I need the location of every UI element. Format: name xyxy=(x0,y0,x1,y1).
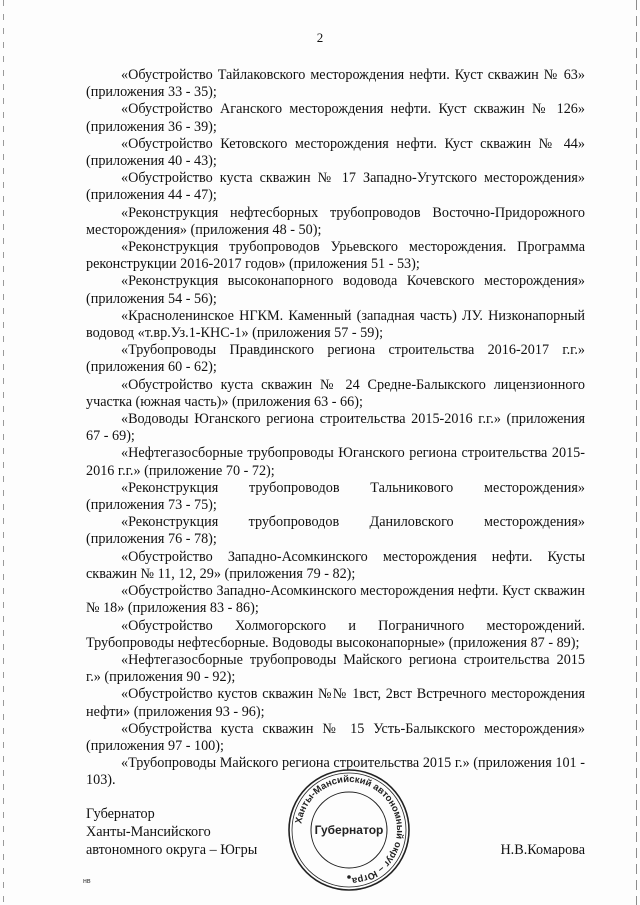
body-paragraph: «Обустройство Кетовского месторождения нефти. Куст скважин № 44» (приложения 40 - 43); xyxy=(86,135,585,170)
body-paragraph: «Реконструкция трубопроводов Даниловского месторождения» (приложения 76 - 78); xyxy=(86,514,585,548)
body-paragraph: «Обустройство Холмогорского и Пограничного месторождений. Трубопроводы нефтесборные. Водоводы высоконапорные» (приложения 87 - 89); xyxy=(86,617,585,651)
signatory-name: Н.В.Комарова xyxy=(500,842,585,858)
stamp-dot-icon xyxy=(347,875,351,879)
body-paragraph: «Трубопроводы Майского региона строительства 2015 г.» (приложения 101 - 103). xyxy=(86,755,585,789)
body-paragraph: «Нефтегазосборные трубопроводы Юганского региона строительства 2015-2016 г.г.» (приложение 70 - 72); xyxy=(86,445,585,479)
document-body xyxy=(86,67,585,790)
body-paragraph: «Реконструкция трубопроводов Урьевского месторождения. Программа реконструкции 2016-2017 годов» (приложения 51 - 53); xyxy=(86,239,585,273)
body-paragraph: «Обустройство кустов скважин №№ 1вст, 2вст Встречного месторождения нефти» (приложения 93 - 96); xyxy=(86,686,585,720)
stamp-ring-text: Ханты-Мансийский автономный округ – Югра xyxy=(293,773,406,886)
body-paragraph: «Обустройство Тайлаковского месторождения нефти. Куст скважин № 63» (приложения 33 - 35); xyxy=(86,67,585,101)
footer-code: нв xyxy=(83,878,91,885)
body-paragraph: «Водоводы Юганского региона строительства 2015-2016 г.г.» (приложения 67 - 69); xyxy=(86,411,585,445)
signature-block xyxy=(86,805,585,859)
body-paragraph: «Обустройства куста скважин № 15 Усть-Балыкского месторождения» (приложения 97 - 100); xyxy=(86,720,585,754)
stamp-center-text: Губернатор xyxy=(314,823,384,837)
signatory-title-line: Ханты-Мансийского xyxy=(86,824,211,840)
body-paragraph: «Обустройство куста скважин № 24 Средне-Балыкского лицензионного участка (южная часть)» (приложения 63 - 66); xyxy=(86,376,585,410)
body-paragraph: «Реконструкция трубопроводов Тальникового месторождения» (приложения 73 - 75); xyxy=(86,479,585,514)
body-paragraph: «Обустройство Аганского месторождения нефти. Куст скважин № 126» (приложения 36 - 39); xyxy=(86,101,585,135)
signatory-title-line: автономного округа – Югры xyxy=(86,842,258,858)
body-paragraph: «Реконструкция высоконапорного водовода Кочевского месторождения» (приложения 54 - 56); xyxy=(86,273,585,307)
body-paragraph: «Обустройство Западно-Асомкинского месторождения нефти. Куст скважин № 18» (приложения 83 - 86); xyxy=(86,583,585,617)
body-paragraph: «Нефтегазосборные трубопроводы Майского региона строительства 2015 г.» (приложения 90 - 92); xyxy=(86,651,585,686)
body-paragraph: «Красноленинское НГКМ. Каменный (западная часть) ЛУ. Низконапорный водовод «т.вр.Уз.1-КНС-1» (приложения 57 - 59); xyxy=(86,307,585,342)
body-paragraph: «Трубопроводы Правдинского региона строительства 2016-2017 г.г.» (приложения 60 - 62); xyxy=(86,342,585,376)
body-paragraph: «Обустройство Западно-Асомкинского месторождения нефти. Кусты скважин № 11, 12, 29» (приложения 79 - 82); xyxy=(86,548,585,582)
scan-edge-left xyxy=(3,0,4,905)
page-number: 2 xyxy=(316,30,324,45)
body-paragraph: «Реконструкция нефтесборных трубопроводов Восточно-Придорожного месторождения» (приложения 48 - 50); xyxy=(86,204,585,238)
signatory-title-line: Губернатор xyxy=(86,806,155,822)
body-paragraph: «Обустройство куста скважин № 17 Западно-Угутского месторождения» (приложения 44 - 47); xyxy=(86,170,585,204)
scan-edge-right xyxy=(636,0,637,905)
